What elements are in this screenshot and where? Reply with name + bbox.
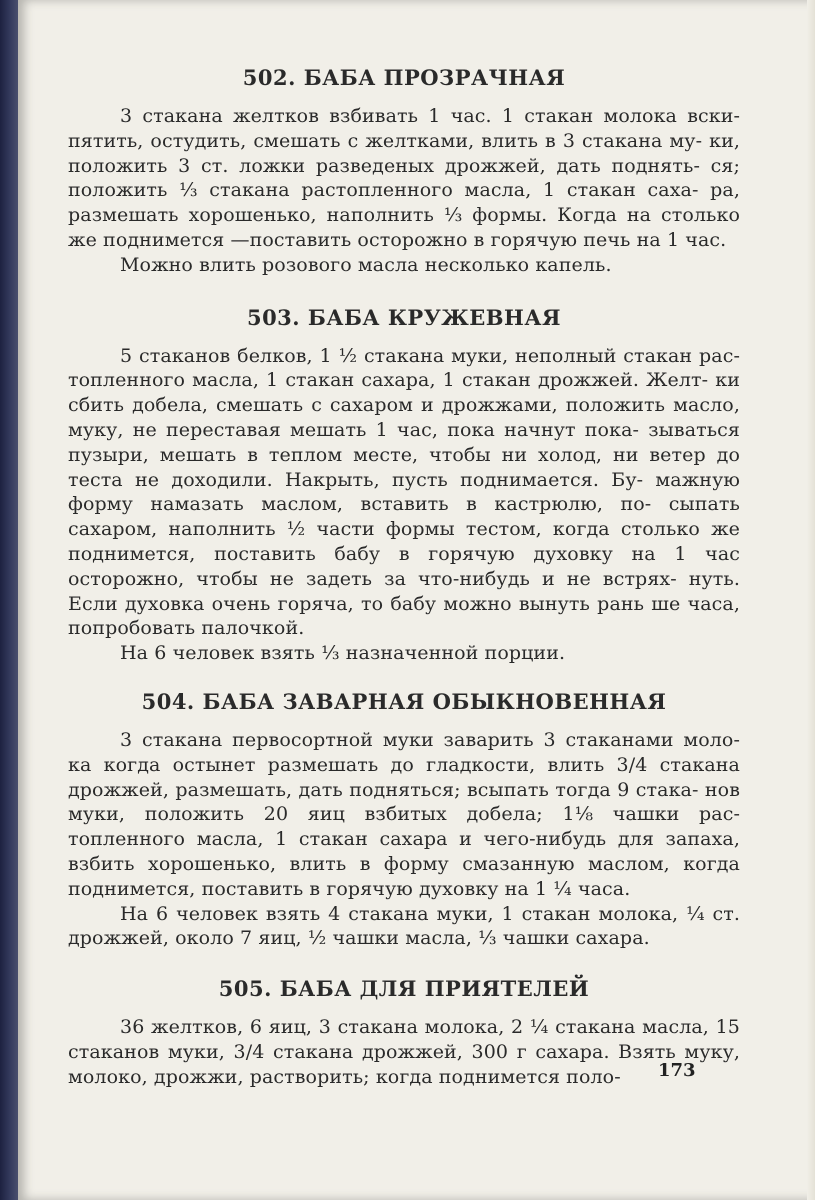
recipe-503 [68,298,740,666]
recipe-title: 505. БАБА ДЛЯ ПРИЯТЕЛЕЙ [218,976,590,1002]
recipe-502 [68,58,740,278]
recipe-title: 503. БАБА КРУЖЕВНАЯ [246,304,562,330]
book-page [18,0,815,1200]
page-number: 173 [658,1060,696,1081]
recipe-505 [68,969,740,1089]
recipe-paragraph: 36 желтков, 6 яиц, 3 стакана молока, 2 ¼ стакана масла, 15 стаканов муки, 3/4 стакана дрожжей, 300 г сахара. Взять муку, молоко, дрожжи, растворить; когда поднимется поло- [68,1016,740,1088]
recipe-paragraph: На 6 человек взять ⅓ назначенной порции. [120,642,566,665]
recipe-paragraph: 5 стаканов белков, 1 ½ стакана муки, неполный стакан рас- топленного масла, 1 стакан сахара, 1 стакан дрожжей. Желт- ки сбить добела, смешать с сахаром и дрожжами, положить масло, муку, не переставая мешать 1 час, пока начнут пока- зываться пузыри, мешать в теплом месте, чтобы ни холод, ни ветер до теста не доходили. Накрыть, пусть поднимается. Бу- мажную форму намазать маслом, вставить в кастрюлю, по- сыпать сахаром, наполнить ½ части формы тестом, когда столько же поднимется, поставить бабу в горячую духовку на 1 час осторожно, чтобы не задеть за что-нибудь и не встрях- нуть. Если духовка очень горяча, то бабу можно вынуть рань ше часа, попробовать палочкой. [68,344,740,640]
recipe-paragraph: На 6 человек взять 4 стакана муки, 1 стакан молока, ¼ ст. дрожжей, около 7 яиц, ½ чашки масла, ⅓ чашки сахара. [68,902,740,950]
page-content [68,58,740,1090]
recipe-title: 504. БАБА ЗАВАРНАЯ ОБЫКНОВЕННАЯ [141,688,667,714]
page-edge [807,0,815,1200]
recipe-paragraph: Можно влить розового масла несколько капель. [120,253,612,276]
recipe-paragraph: 3 стакана желтков взбивать 1 час. 1 стакан молока вски- пятить, остудить, смешать с желтками, влить в 3 стакана му- ки, положить 3 ст. ложки разведеных дрожжей, дать поднять- ся; положить ⅓ стакана растопленного масла, 1 стакан саха- ра, размешать хорошенько, наполнить ⅓ формы. Когда на столько же поднимется —поставить осторожно в горячую печь на 1 час. [68,105,740,251]
recipe-title: 502. БАБА ПРОЗРАЧНАЯ [242,65,566,90]
recipe-paragraph: 3 стакана первосортной муки заварить 3 стаканами моло- ка когда остынет размешать до гладкости, влить 3/4 стакана дрожжей, размешать, дать подняться; всыпать тогда 9 стака- нов муки, положить 20 яиц взбитых добела; 1⅛ чашки рас- топленного масла, 1 стакан сахара и чего-нибудь для запаха, взбить хорошенько, влить в форму смазанную маслом, когда поднимется, поставить в горячую духовку на 1 ¼ часа. [68,728,740,900]
recipe-504 [68,682,740,951]
